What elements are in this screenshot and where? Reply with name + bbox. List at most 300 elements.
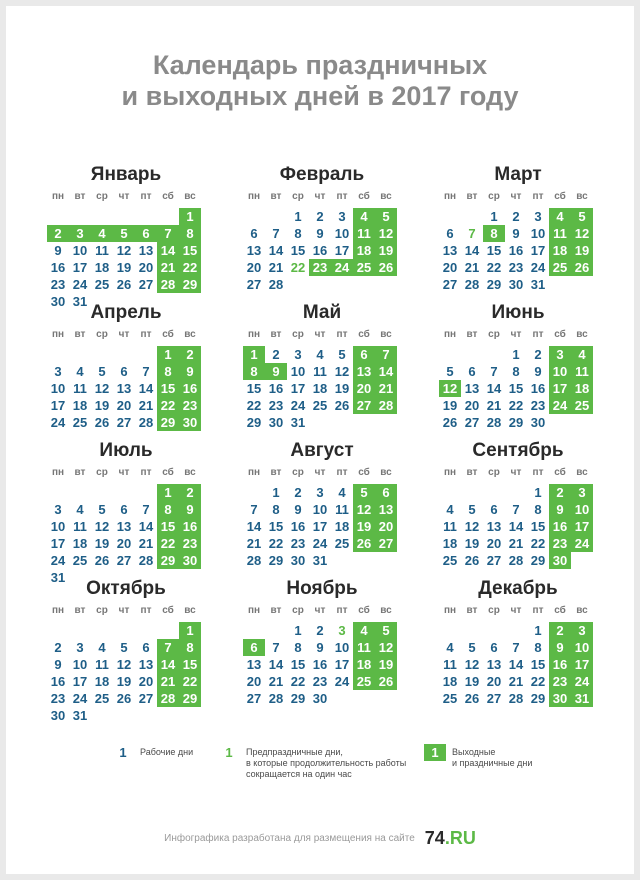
day-cell-holiday: 8 [483,225,505,242]
site-logo-tld: RU [449,828,476,848]
day-cell-holiday: 27 [353,397,375,414]
day-cell-workday: 5 [338,347,346,362]
day-cell-holiday: 26 [353,535,375,552]
day-cell-workday: 27 [486,553,502,568]
day-cell-workday: 9 [534,364,542,379]
month-12 [438,578,598,724]
day-cell-workday: 11 [443,657,457,672]
day-cell-workday: 18 [442,536,458,551]
day-cell-holiday: 16 [549,518,571,535]
day-cell-holiday: 8 [157,363,179,380]
day-cell-holiday: 15 [179,242,201,259]
day-cell-workday: 30 [268,415,284,430]
day-cell-holiday: 4 [353,622,375,639]
weekday-header: вт [466,191,478,202]
day-cell-workday: 17 [72,674,88,689]
day-cell-workday: 26 [94,415,110,430]
month-name: Июнь [491,302,545,323]
day-cell-workday: 11 [95,657,109,672]
weekday-header: пн [247,605,261,616]
day-cell-workday: 18 [334,519,350,534]
weekday-header: чт [118,605,130,616]
day-cell-workday: 30 [508,277,524,292]
month-name: Ноябрь [286,578,358,599]
day-grid [438,346,598,448]
day-cell-workday: 3 [338,209,346,224]
day-cell-holiday: 6 [243,639,265,656]
weekday-header: вс [576,329,588,340]
day-grid [46,208,206,310]
day-grid [438,208,598,310]
weekday-header: чт [314,467,326,478]
day-cell-holiday: 15 [179,656,201,673]
day-cell-workday: 13 [464,381,480,396]
day-cell-workday: 23 [530,398,546,413]
day-cell-workday: 12 [464,519,480,534]
day-cell-workday: 31 [72,294,88,309]
day-cell-holiday: 21 [375,380,397,397]
day-cell-holiday: 19 [375,656,397,673]
legend-weekends-line-2: и праздничные дни [452,758,533,768]
day-cell-workday: 23 [50,691,66,706]
day-cell-workday: 29 [290,691,306,706]
day-grid [242,208,402,310]
weekday-header: ср [96,191,108,202]
weekday-header: сб [162,191,174,202]
weekday-header: пт [336,467,348,478]
month-6 [438,302,598,448]
weekday-header: пн [443,605,457,616]
legend-preholiday-line-3: сокращается на один час [246,769,352,779]
day-cell-holiday: 8 [157,501,179,518]
day-cell-workday: 10 [334,226,350,241]
day-cell-workday: 15 [246,381,262,396]
day-cell-workday: 11 [73,381,87,396]
day-cell-holiday: 30 [179,414,201,431]
site-logo-dot: . [444,828,450,848]
day-cell-workday: 9 [54,657,62,672]
legend-workdays [112,744,193,761]
day-cell-workday: 16 [50,260,66,275]
legend-weekend-sample: 1 [424,744,446,761]
day-cell-workday: 28 [486,415,502,430]
day-cell-workday: 5 [98,502,106,517]
day-cell-workday: 23 [312,674,328,689]
day-cell-holiday: 16 [549,656,571,673]
day-cell-workday: 15 [508,381,524,396]
day-cell-workday: 10 [530,226,546,241]
day-cell-holiday: 28 [157,276,179,293]
day-cell-holiday: 2 [47,225,69,242]
day-cell-workday: 7 [512,640,520,655]
day-cell-workday: 18 [72,536,88,551]
weekday-header: чт [118,467,130,478]
weekday-header: пт [336,191,348,202]
day-cell-workday: 26 [464,691,480,706]
weekday-header: чт [314,605,326,616]
weekday-header: ср [292,467,304,478]
weekday-header: вс [380,191,392,202]
day-cell-holiday: 8 [179,225,201,242]
day-cell-workday: 27 [246,691,262,706]
day-cell-workday: 31 [72,708,88,723]
day-cell-workday: 19 [116,674,132,689]
weekday-header: вс [380,605,392,616]
day-cell-workday: 20 [116,536,132,551]
day-cell-workday: 7 [250,502,258,517]
day-cell-workday: 23 [508,260,524,275]
day-cell-workday: 20 [246,260,262,275]
day-cell-workday: 15 [290,243,306,258]
day-cell-workday: 24 [334,674,350,689]
weekday-header: чт [314,329,326,340]
day-cell-workday: 14 [486,381,502,396]
weekday-header: пт [336,329,348,340]
weekday-header: пт [140,329,152,340]
day-cell-holiday: 30 [549,690,571,707]
day-cell-workday: 13 [116,519,132,534]
day-cell-holiday: 7 [157,639,179,656]
weekday-header: пт [140,191,152,202]
day-grid [46,484,206,586]
day-cell-workday: 17 [312,519,328,534]
day-cell-workday: 28 [268,277,284,292]
weekday-header: вс [576,467,588,478]
day-cell-holiday: 1 [157,346,179,363]
weekday-header-row [242,466,402,484]
month-name: Апрель [90,302,162,323]
day-cell-preholiday: 7 [468,226,476,241]
day-cell-holiday: 17 [549,380,571,397]
day-cell-workday: 30 [50,708,66,723]
weekday-header: пн [51,329,65,340]
day-cell-workday: 27 [138,277,154,292]
day-cell-holiday: 29 [157,414,179,431]
day-cell-workday: 21 [268,260,284,275]
day-grid [438,484,598,586]
day-cell-holiday: 18 [353,242,375,259]
day-cell-workday: 9 [316,640,324,655]
day-cell-holiday: 5 [353,484,375,501]
day-cell-workday: 11 [95,243,109,258]
day-cell-workday: 17 [334,243,350,258]
weekday-header: сб [554,191,566,202]
day-cell-workday: 27 [464,415,480,430]
day-cell-workday: 27 [116,553,132,568]
day-cell-holiday: 26 [375,673,397,690]
day-cell-workday: 16 [530,381,546,396]
day-cell-workday: 17 [72,260,88,275]
legend-workdays-label: Рабочие дни [140,747,194,757]
day-cell-workday: 21 [268,674,284,689]
weekday-header: пт [532,605,544,616]
day-cell-workday: 20 [486,536,502,551]
day-cell-workday: 12 [334,364,350,379]
day-cell-holiday: 10 [549,363,571,380]
site-logo-main: 74 [424,828,445,848]
day-cell-workday: 20 [138,260,154,275]
site-logo[interactable] [425,828,476,849]
day-cell-holiday: 4 [571,346,593,363]
weekday-header: чт [510,329,522,340]
day-cell-holiday: 21 [157,673,179,690]
day-cell-workday: 27 [138,691,154,706]
day-cell-workday: 9 [316,226,324,241]
day-cell-workday: 21 [486,398,502,413]
day-cell-workday: 29 [530,553,546,568]
weekday-header: пн [247,329,261,340]
weekday-header: вт [466,605,478,616]
day-cell-workday: 28 [508,553,524,568]
day-cell-preholiday: 22 [290,260,306,275]
day-cell-workday: 28 [268,691,284,706]
day-cell-holiday: 2 [549,622,571,639]
day-cell-workday: 1 [534,485,542,500]
day-cell-workday: 1 [294,209,302,224]
day-cell-workday: 6 [446,226,454,241]
day-cell-holiday: 18 [571,380,593,397]
weekday-header: пн [443,191,457,202]
month-9 [438,440,598,586]
day-cell-holiday: 12 [439,380,461,397]
day-cell-workday: 8 [294,226,302,241]
day-cell-holiday: 5 [375,208,397,225]
day-cell-holiday: 28 [375,397,397,414]
day-cell-workday: 24 [50,553,66,568]
day-cell-holiday: 24 [571,673,593,690]
day-cell-holiday: 22 [179,259,201,276]
day-cell-workday: 28 [138,553,154,568]
day-cell-workday: 7 [512,502,520,517]
day-cell-holiday: 16 [179,518,201,535]
day-cell-workday: 23 [268,398,284,413]
weekday-header: ср [292,191,304,202]
day-cell-workday: 31 [312,553,328,568]
day-cell-workday: 8 [294,640,302,655]
day-cell-holiday: 5 [113,225,135,242]
day-cell-workday: 1 [294,623,302,638]
weekday-header: вс [576,605,588,616]
day-cell-holiday: 27 [375,535,397,552]
day-cell-holiday: 11 [353,225,375,242]
day-cell-workday: 16 [50,674,66,689]
day-cell-workday: 19 [94,398,110,413]
weekday-header: вт [270,467,282,478]
day-cell-holiday: 24 [549,397,571,414]
weekday-header: пн [247,467,261,478]
day-cell-workday: 10 [50,381,66,396]
month-1 [46,164,206,310]
day-cell-workday: 4 [76,364,84,379]
day-grid [438,622,598,724]
day-cell-workday: 1 [512,347,520,362]
day-cell-workday: 25 [442,553,458,568]
day-cell-workday: 29 [486,277,502,292]
day-cell-workday: 1 [490,209,498,224]
day-cell-holiday: 21 [157,259,179,276]
weekday-header: сб [358,329,370,340]
day-cell-holiday: 22 [157,397,179,414]
weekday-header: пн [51,467,65,478]
weekday-header: чт [314,191,326,202]
month-name: Сентябрь [472,440,564,461]
day-cell-holiday: 12 [375,225,397,242]
weekday-header: пт [140,467,152,478]
day-cell-holiday: 9 [549,639,571,656]
day-cell-workday: 29 [508,415,524,430]
weekday-header: вт [74,605,86,616]
day-cell-workday: 22 [268,536,284,551]
day-cell-workday: 3 [316,485,324,500]
day-cell-workday: 24 [290,398,306,413]
day-cell-workday: 18 [94,260,110,275]
day-cell-workday: 25 [72,553,88,568]
day-cell-holiday: 14 [375,363,397,380]
day-cell-holiday: 6 [353,346,375,363]
weekday-header-row [242,328,402,346]
weekday-header: пт [140,605,152,616]
day-cell-workday: 10 [290,364,306,379]
day-cell-holiday: 11 [353,639,375,656]
legend-preholiday-line-2: в которые продолжительность работы [246,758,407,768]
day-cell-workday: 20 [246,674,262,689]
month-10 [46,578,206,724]
month-7 [46,440,206,586]
day-cell-workday: 27 [246,277,262,292]
day-cell-workday: 6 [490,502,498,517]
day-cell-workday: 2 [272,347,280,362]
day-cell-workday: 20 [138,674,154,689]
day-cell-workday: 24 [50,415,66,430]
day-cell-workday: 6 [120,502,128,517]
day-cell-holiday: 31 [571,690,593,707]
day-cell-workday: 2 [534,347,542,362]
day-cell-workday: 29 [246,415,262,430]
day-cell-holiday: 5 [571,208,593,225]
day-cell-workday: 16 [312,657,328,672]
weekday-header: ср [292,329,304,340]
day-cell-holiday: 4 [91,225,113,242]
day-cell-holiday: 24 [331,259,353,276]
day-cell-workday: 22 [530,536,546,551]
day-cell-workday: 31 [290,415,306,430]
day-cell-workday: 11 [335,502,349,517]
day-cell-workday: 30 [290,553,306,568]
weekday-header-row [438,604,598,622]
weekday-header: ср [96,605,108,616]
weekday-header: чт [510,191,522,202]
weekday-header: ср [488,467,500,478]
weekday-header: ср [292,605,304,616]
day-cell-workday: 18 [94,674,110,689]
day-cell-workday: 3 [54,502,62,517]
day-cell-workday: 21 [508,674,524,689]
day-cell-holiday: 19 [375,242,397,259]
day-cell-holiday: 16 [179,380,201,397]
day-cell-workday: 13 [442,243,458,258]
day-cell-holiday: 1 [157,484,179,501]
day-cell-holiday: 7 [157,225,179,242]
day-cell-workday: 4 [98,640,106,655]
day-cell-holiday: 15 [157,518,179,535]
day-grid [242,346,402,448]
weekday-header: ср [96,329,108,340]
day-cell-workday: 25 [312,398,328,413]
day-cell-holiday: 25 [353,259,375,276]
day-cell-workday: 26 [442,415,458,430]
day-cell-holiday: 10 [571,639,593,656]
month-name: Январь [90,164,162,185]
day-cell-workday: 13 [486,519,502,534]
weekday-header: чт [118,329,130,340]
day-cell-workday: 2 [316,209,324,224]
day-cell-workday: 3 [54,364,62,379]
day-cell-workday: 19 [464,536,480,551]
day-cell-workday: 12 [116,243,132,258]
legend-preholiday-label [246,744,406,780]
day-cell-workday: 17 [530,243,546,258]
day-cell-holiday: 26 [571,259,593,276]
day-cell-workday: 14 [508,657,524,672]
month-11 [242,578,402,724]
day-cell-holiday: 7 [375,346,397,363]
day-cell-workday: 14 [464,243,480,258]
day-cell-workday: 7 [272,226,280,241]
day-grid [46,622,206,724]
day-cell-holiday: 1 [179,208,201,225]
day-cell-workday: 31 [50,570,66,585]
day-cell-holiday: 8 [243,363,265,380]
legend-weekends-line-1: Выходные [452,747,496,757]
day-cell-preholiday: 3 [338,623,346,638]
day-cell-holiday: 14 [157,656,179,673]
weekday-header: пн [51,605,65,616]
day-cell-holiday: 28 [157,690,179,707]
month-name: Октябрь [86,578,166,599]
day-cell-workday: 29 [268,553,284,568]
weekday-header: ср [488,605,500,616]
weekday-header: вт [74,467,86,478]
day-cell-workday: 14 [138,381,154,396]
weekday-header: вс [380,467,392,478]
day-cell-workday: 25 [334,536,350,551]
day-cell-workday: 24 [530,260,546,275]
day-cell-holiday: 4 [549,208,571,225]
day-cell-workday: 6 [490,640,498,655]
day-cell-workday: 21 [464,260,480,275]
day-cell-holiday: 25 [571,397,593,414]
day-cell-workday: 13 [486,657,502,672]
day-cell-workday: 2 [512,209,520,224]
day-cell-workday: 12 [464,657,480,672]
day-cell-holiday: 8 [179,639,201,656]
day-grid [242,622,402,724]
day-cell-workday: 4 [76,502,84,517]
weekday-header: ср [96,467,108,478]
weekday-header: сб [162,605,174,616]
day-cell-workday: 8 [534,502,542,517]
weekday-header: сб [162,467,174,478]
legend-weekends [424,744,532,769]
day-cell-holiday: 3 [69,225,91,242]
day-cell-holiday: 30 [179,552,201,569]
day-cell-workday: 28 [138,415,154,430]
day-cell-holiday: 23 [179,535,201,552]
day-cell-workday: 3 [534,209,542,224]
day-cell-holiday: 30 [549,552,571,569]
weekday-header: вт [270,605,282,616]
day-cell-workday: 19 [334,381,350,396]
